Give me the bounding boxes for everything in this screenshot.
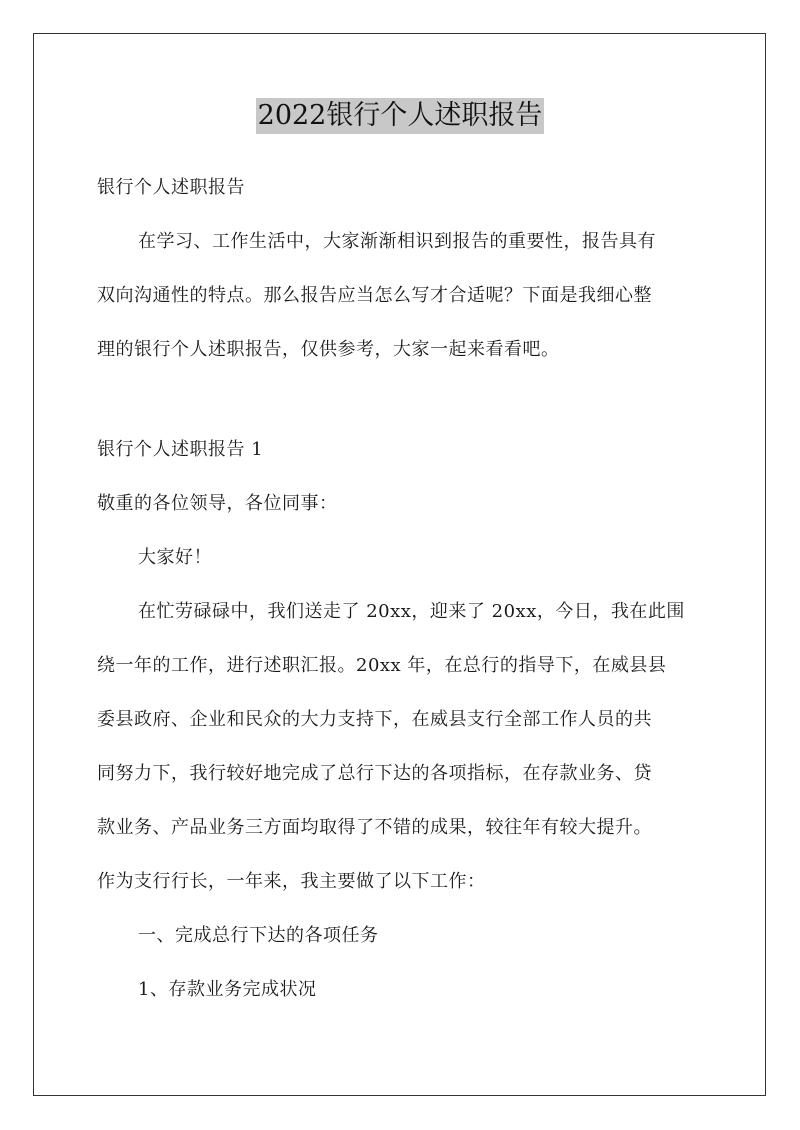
paragraph-line: 作为支行行长，一年来，我主要做了以下工作： bbox=[97, 871, 486, 892]
document-subtitle: 银行个人述职报告 bbox=[97, 177, 245, 198]
title-container bbox=[0, 98, 800, 134]
subsection-heading: 一、完成总行下达的各项任务 bbox=[138, 925, 379, 946]
greeting: 大家好！ bbox=[138, 547, 212, 568]
paragraph-line: 绕一年的工作，进行述职汇报。20xx 年，在总行的指导下，在威县县 bbox=[97, 655, 667, 676]
paragraph-line: 同努力下，我行较好地完成了总行下达的各项指标，在存款业务、贷 bbox=[97, 763, 652, 784]
section-heading: 银行个人述职报告 1 bbox=[97, 439, 264, 460]
document-title: 2022银行个人述职报告 bbox=[256, 98, 545, 134]
paragraph-line: 在学习、工作生活中，大家渐渐相识到报告的重要性，报告具有 bbox=[138, 231, 656, 252]
paragraph-line: 款业务、产品业务三方面均取得了不错的成果，较往年有较大提升。 bbox=[97, 817, 652, 838]
paragraph-line: 委县政府、企业和民众的大力支持下，在威县支行全部工作人员的共 bbox=[97, 709, 652, 730]
paragraph-line: 理的银行个人述职报告，仅供参考，大家一起来看看吧。 bbox=[97, 339, 560, 360]
paragraph-line: 在忙劳碌碌中，我们送走了 20xx，迎来了 20xx，今日，我在此围 bbox=[138, 601, 685, 622]
salutation: 敬重的各位领导，各位同事： bbox=[97, 493, 338, 514]
paragraph-line: 双向沟通性的特点。那么报告应当怎么写才合适呢？下面是我细心整 bbox=[97, 285, 652, 306]
item-heading: 1、存款业务完成状况 bbox=[138, 979, 317, 1000]
